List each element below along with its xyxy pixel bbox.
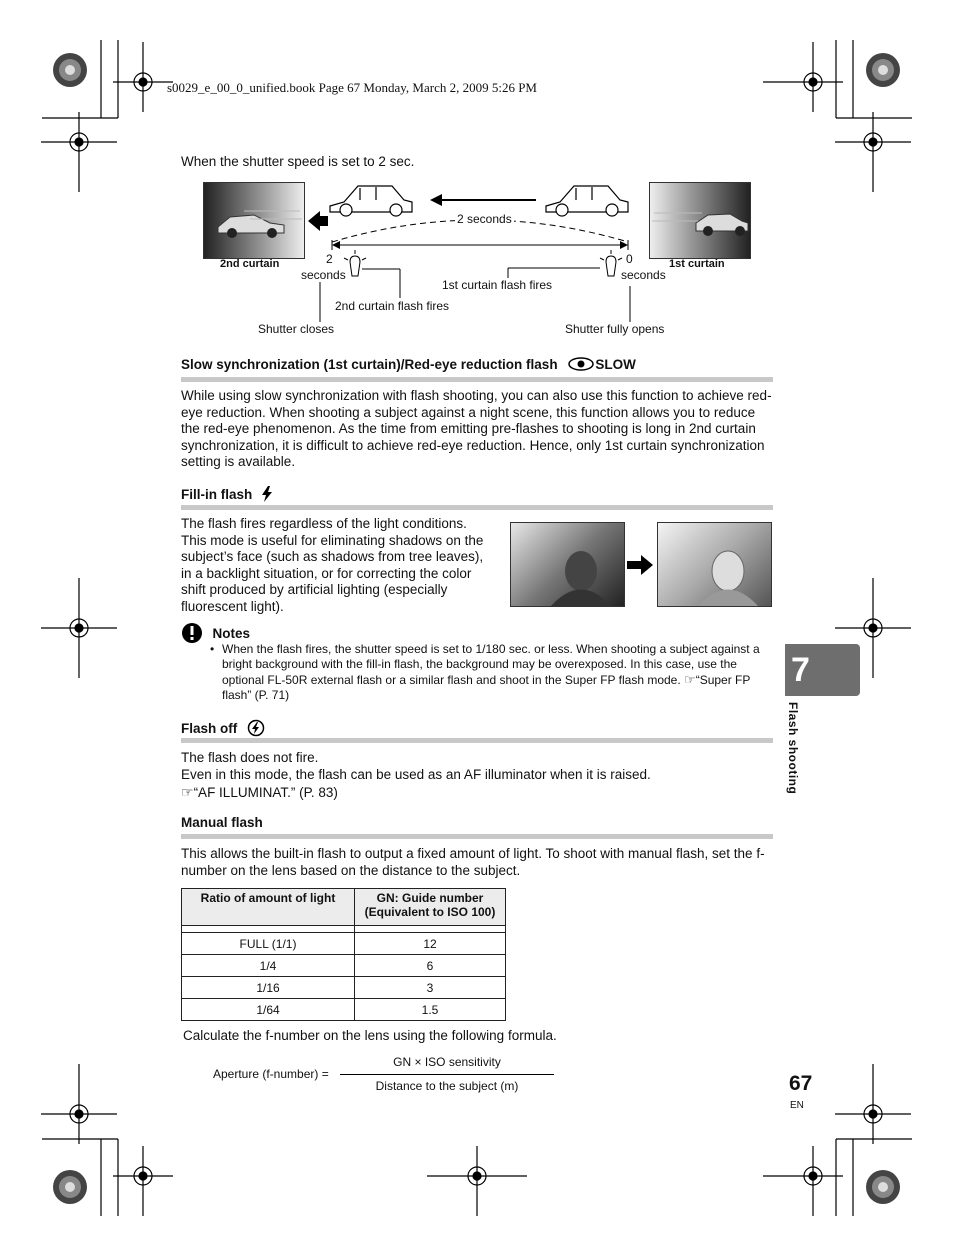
shutter-opens-label: Shutter fully opens — [565, 322, 665, 336]
cell-gn: 6 — [355, 955, 506, 977]
fill-in-heading — [181, 486, 273, 502]
exclamation-icon — [181, 622, 203, 644]
right-seconds: seconds — [621, 268, 666, 282]
after-photo — [657, 522, 772, 607]
manual-body: This allows the built-in flash to output a fixed amount of light. To shoot with manual flash, set the f-number on the lens based on the distance to the subject. — [181, 846, 765, 878]
blurred-car-icon — [650, 183, 750, 258]
notes-header — [181, 622, 250, 644]
section-rule — [181, 377, 773, 382]
table-gap-row — [182, 926, 506, 933]
slow-sync-heading-text: Slow synchronization (1st curtain)/Red-eye reduction flash — [181, 357, 558, 372]
language-label: EN — [790, 1100, 804, 1111]
notes-title: Notes — [212, 626, 250, 641]
formula-lhs: Aperture (f-number) = — [213, 1067, 329, 1081]
right-num: 0 — [626, 252, 633, 266]
notes-text: When the flash fires, the shutter speed is set to 1/180 sec. or less. When shooting a subject against a bright background with the fill-in flash, the background may be overexposed. In this case, use the optional FL-50R external flash or a similar flash and shoot in the Super FP flash mode. — [222, 642, 760, 687]
table-row — [182, 999, 506, 1021]
flash-off-ref: “AF ILLUMINAT.” (P. 83) — [193, 785, 338, 800]
car-left-icon — [330, 186, 412, 216]
2nd-curtain-photo — [203, 182, 305, 259]
page-number: 67 — [789, 1072, 813, 1095]
section-rule — [181, 738, 773, 743]
formula-numerator: GN × ISO sensitivity — [393, 1055, 501, 1069]
fill-in-heading-text: Fill-in flash — [181, 487, 253, 502]
fraction-bar — [340, 1074, 554, 1075]
table-header-row — [182, 889, 506, 926]
car-right-icon — [546, 186, 628, 216]
1st-curtain-photo — [649, 182, 751, 259]
slow-sync-body: While using slow synchronization with flash shooting, you can also use this function to achieve red-eye reduction. When shooting a subject against a night scene, this function allows you to reduce the red-eye phenomenon. As the time from emitting pre-flashes to shooting is long in 2nd curtain synchronization, it is difficult to achieve red-eye reduction. Hence, only 1st curtain synchronization setting is available. — [181, 388, 772, 470]
2nd-curtain-fires-label: 2nd curtain flash fires — [335, 299, 450, 313]
portrait-bright-icon — [658, 523, 771, 606]
chapter-label: Flash shooting — [786, 702, 800, 795]
cell-ratio: 1/4 — [182, 955, 355, 977]
left-num: 2 — [326, 252, 333, 266]
left-arrow-icon — [308, 211, 328, 231]
chapter-tab — [785, 644, 860, 696]
file-info: s0029_e_00_0_unified.book Page 67 Monday, March 2, 2009 5:26 PM — [167, 80, 537, 95]
col-gn-header-line1: GN: Guide number — [376, 891, 484, 905]
blurred-car-icon — [204, 183, 304, 258]
flash-off-heading-text: Flash off — [181, 721, 238, 736]
flash-off-heading — [181, 719, 265, 737]
portrait-dark-icon — [511, 523, 624, 606]
cell-ratio: FULL (1/1) — [182, 933, 355, 955]
formula-intro: Calculate the f-number on the lens using the following formula. — [183, 1028, 557, 1043]
shutter-closes-label: Shutter closes — [258, 322, 335, 336]
chapter-number: 7 — [791, 651, 810, 689]
section-rule — [181, 505, 773, 510]
guide-number-table — [181, 888, 506, 1021]
notes-ref: “Super FP flash” (P. 71) — [222, 673, 751, 702]
fill-in-body: The flash fires regardless of the light conditions. This mode is useful for eliminating shadows on the subject’s face (such as shadows from tree leaves), in a backlight situation, or for correcting the color shift produced by artificial lighting (especially fluorescent light). — [181, 516, 484, 614]
col-gn-header-line2: (Equivalent to ISO 100) — [364, 905, 496, 919]
left-seconds: seconds — [301, 268, 346, 282]
flash-off-line1: The flash does not fire. — [181, 750, 319, 765]
cell-gn: 3 — [355, 977, 506, 999]
section-rule — [181, 834, 773, 839]
flash-bulb-right-icon — [600, 250, 622, 276]
flash-off-line2: Even in this mode, the flash can be used as an AF illuminator when it is raised. — [181, 767, 651, 782]
col-gn-header — [355, 889, 506, 926]
cell-gn: 12 — [355, 933, 506, 955]
book-ref-icon: ☞ — [181, 784, 194, 800]
red-eye-icon — [567, 357, 595, 371]
book-ref-icon: ☞ — [684, 672, 696, 687]
table-row — [182, 977, 506, 999]
1st-curtain-fires-label: 1st curtain flash fires — [442, 278, 553, 292]
manual-heading: Manual flash — [181, 815, 263, 830]
cell-gn: 1.5 — [355, 999, 506, 1021]
formula-denominator: Distance to the subject (m) — [375, 1079, 519, 1093]
1st-curtain-label: 1st curtain — [669, 258, 725, 270]
cell-ratio: 1/16 — [182, 977, 355, 999]
chapter-label-wrap — [782, 702, 802, 812]
2nd-curtain-label: 2nd curtain — [220, 258, 280, 270]
col-ratio-header: Ratio of amount of light — [182, 889, 355, 926]
two-seconds-label: 2 seconds — [457, 212, 512, 226]
flash-off-ref-line — [181, 784, 338, 802]
intro-text: When the shutter speed is set to 2 sec. — [181, 154, 415, 169]
flash-off-icon — [247, 719, 265, 737]
flash-bulb-left-icon — [344, 250, 366, 276]
bullet: • — [210, 642, 215, 656]
flash-bolt-icon — [261, 486, 273, 502]
before-photo — [510, 522, 625, 607]
cell-ratio: 1/64 — [182, 999, 355, 1021]
slow-sync-heading — [181, 357, 636, 372]
table-row — [182, 955, 506, 977]
arrow-right-icon — [627, 555, 653, 575]
notes-item — [210, 642, 775, 703]
slow-icon-text: SLOW — [595, 357, 636, 372]
table-row — [182, 933, 506, 955]
